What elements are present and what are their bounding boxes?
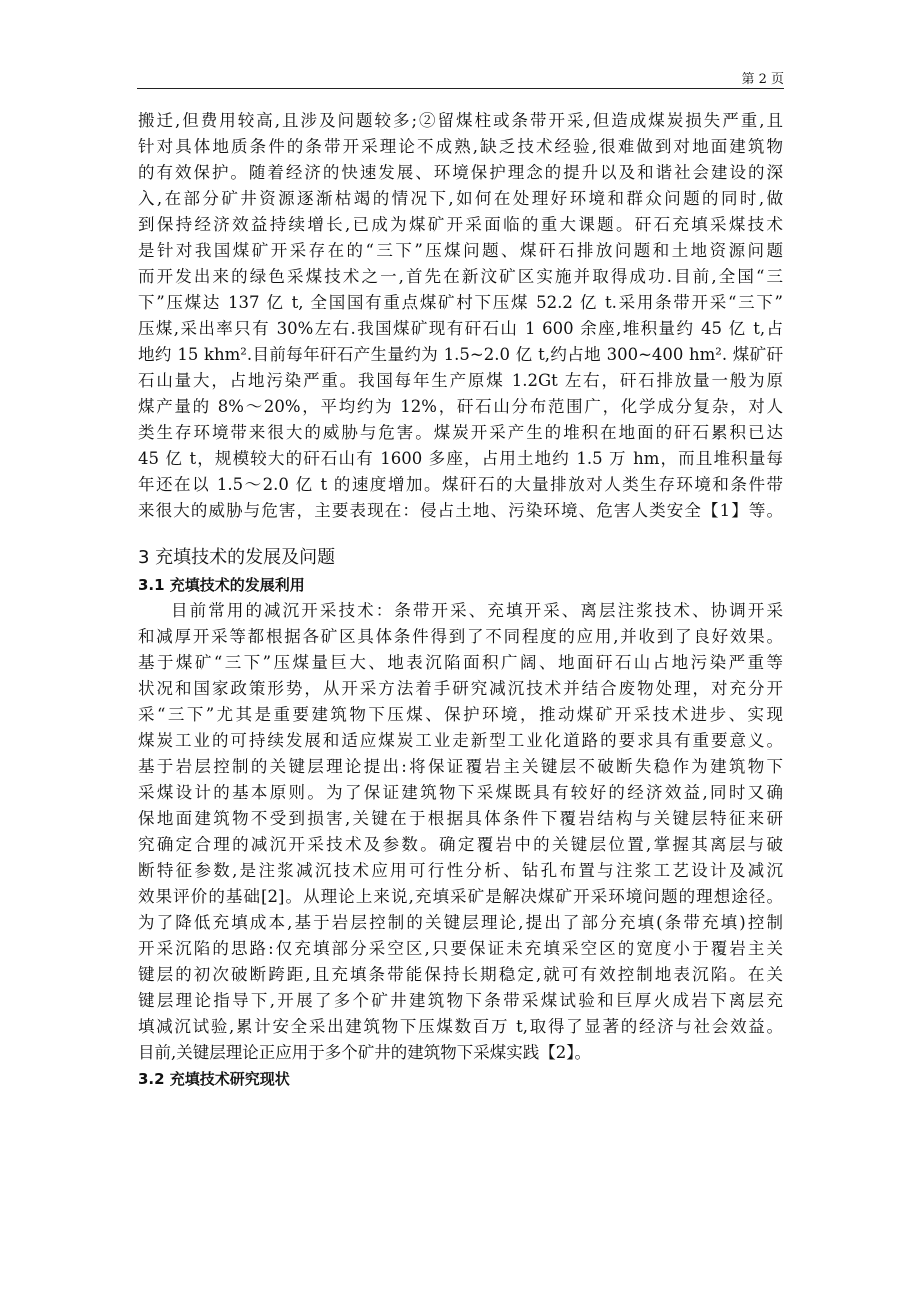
text-line: 采煤设计的基本原则。为了保证建筑物下采煤既具有较好的经济效益,同时又确 [138, 783, 783, 802]
section-3-1-heading: 3.1 充填技术的发展利用 [138, 576, 305, 594]
text-line: 保地面建筑物不受到损害,关键在于根据具体条件下覆岩结构与关键层特征来研 [138, 809, 783, 828]
paragraph-2 [138, 598, 783, 1066]
paragraph-1 [138, 108, 783, 524]
text-line: 状况和国家政策形势，从开采方法着手研究减沉技术并结合废物处理，对充分开 [138, 679, 783, 698]
document-body [138, 108, 783, 1092]
text-line: 基于煤矿“三下”压煤量巨大、地表沉陷面积广阔、地面矸石山占地污染严重等 [138, 653, 783, 672]
text-line: 是针对我国煤矿开采存在的“三下”压煤问题、煤矸石排放问题和土地资源问题 [138, 241, 783, 260]
text-line: 类生存环境带来很大的威胁与危害。煤炭开采产生的堆积在地面的矸石累积已达 [138, 423, 783, 442]
text-line: 断特征参数,是注浆减沉技术应用可行性分析、钻孔布置与注浆工艺设计及减沉 [138, 861, 783, 880]
text-line: 到保持经济效益持续增长,已成为煤矿开采面临的重大课题。矸石充填采煤技术 [138, 215, 783, 234]
text-line: 为了降低充填成本,基于岩层控制的关键层理论,提出了部分充填(条带充填)控制 [138, 913, 783, 932]
text-line: 年还在以 1.5～2.0 亿 t 的速度增加。煤矸石的大量排放对人类生存环境和条件带 [138, 475, 783, 494]
text-line: 目前,关键层理论正应用于多个矿井的建筑物下采煤实践【2】。 [138, 1043, 591, 1062]
text-line: 地约 15 khm².目前每年矸石产生量约为 1.5~2.0 亿 t,约占地 300~400 hm². 煤矿矸 [138, 345, 783, 364]
text-line: 填减沉试验,累计安全采出建筑物下压煤数百万 t,取得了显著的经济与社会效益。 [138, 1017, 783, 1036]
section-3-2-heading: 3.2 充填技术研究现状 [138, 1070, 290, 1088]
text-line: 开采沉陷的思路:仅充填部分采空区,只要保证未充填采空区的宽度小于覆岩主关 [138, 939, 783, 958]
text-line: 煤炭工业的可持续发展和适应煤炭工业走新型工业化道路的要求具有重要意义。 [138, 731, 783, 750]
header-rule [137, 88, 784, 89]
text-line: 的有效保护。随着经济的快速发展、环境保护理念的提升以及和谐社会建设的深 [138, 163, 783, 182]
text-line: 45 亿 t，规模较大的矸石山有 1600 多座，占用土地约 1.5 万 hm，而且堆积量每 [138, 449, 783, 468]
text-line: 入,在部分矿井资源逐渐枯竭的情况下,如何在处理好环境和群众问题的同时,做 [138, 189, 783, 208]
text-line: 基于岩层控制的关键层理论提出:将保证覆岩主关键层不破断失稳作为建筑物下 [138, 757, 783, 776]
text-line: 采“三下”尤其是重要建筑物下压煤、保护环境，推动煤矿开采技术进步、实现 [138, 705, 783, 724]
text-line: 搬迁,但费用较高,且涉及问题较多;②留煤柱或条带开采,但造成煤炭损失严重,且 [138, 111, 783, 130]
text-line: 目前常用的减沉开采技术：条带开采、充填开采、离层注浆技术、协调开采 [171, 601, 783, 620]
text-line: 而开发出来的绿色采煤技术之一,首先在新汶矿区实施并取得成功.目前,全国“三 [138, 267, 783, 286]
text-line: 下”压煤达 137 亿 t, 全国国有重点煤矿村下压煤 52.2 亿 t.采用条带开采“三下” [138, 293, 783, 312]
text-line: 键层理论指导下,开展了多个矿井建筑物下条带采煤试验和巨厚火成岩下离层充 [138, 991, 783, 1010]
text-line: 石山量大，占地污染严重。我国每年生产原煤 1.2Gt 左右，矸石排放量一般为原 [138, 371, 783, 390]
text-line: 压煤,采出率只有 30%左右.我国煤矿现有矸石山 1 600 余座,堆积量约 45 亿 t,占 [138, 319, 783, 338]
text-line: 键层的初次破断跨距,且充填条带能保持长期稳定,就可有效控制地表沉陷。在关 [138, 965, 783, 984]
text-line: 和减厚开采等都根据各矿区具体条件得到了不同程度的应用,并收到了良好效果。 [138, 627, 783, 646]
text-line: 针对具体地质条件的条带开采理论不成熟,缺乏技术经验,很难做到对地面建筑物 [138, 137, 783, 156]
page-number: 第 2 页 [741, 72, 784, 87]
text-line: 究确定合理的减沉开采技术及参数。确定覆岩中的关键层位置,掌握其离层与破 [138, 835, 783, 854]
text-line: 效果评价的基础[2]。从理论上来说,充填采矿是解决煤矿开采环境问题的理想途径。 [138, 887, 783, 906]
text-line: 煤产量的 8%～20%，平均约为 12%，矸石山分布范围广，化学成分复杂，对人 [138, 397, 783, 416]
section-gap [138, 524, 783, 544]
text-line: 来很大的威胁与危害，主要表现在：侵占土地、污染环境、危害人类安全【1】等。 [138, 501, 783, 520]
section-3-heading: 3 充填技术的发展及问题 [138, 547, 336, 568]
